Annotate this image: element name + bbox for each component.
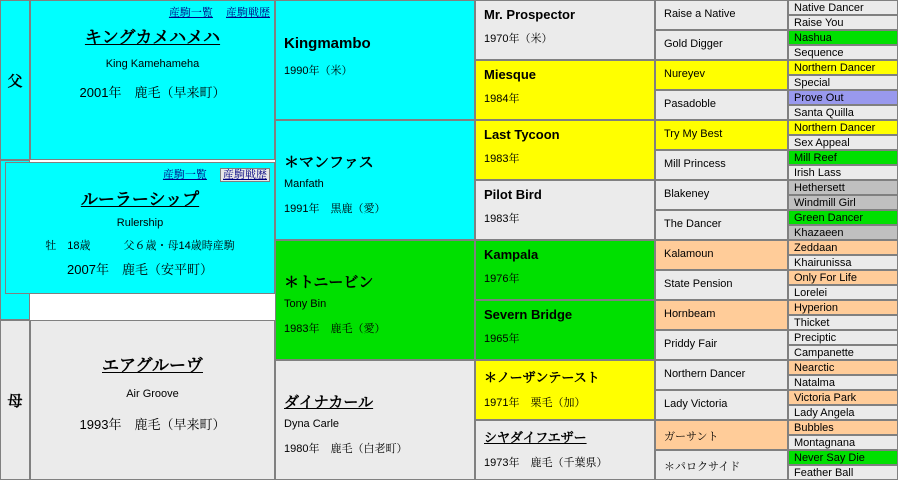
sire-cell <box>30 0 275 160</box>
gen5-cell-7 <box>788 90 898 105</box>
gen4-cell-11 <box>655 300 788 330</box>
gen5-name-32[interactable]: Feather Ball <box>794 467 854 479</box>
gen2-year-4: 1980年 鹿毛（白老町） <box>284 443 408 455</box>
gen5-cell-30 <box>788 435 898 450</box>
gen5-name-16[interactable]: Khazaeen <box>794 227 844 239</box>
gen5-cell-3 <box>788 30 898 45</box>
subject-detail: 牡 18歳 父６歳・母14歳時産駒 <box>45 240 235 252</box>
gen5-cell-8 <box>788 105 898 120</box>
gen5-name-17[interactable]: Zeddaan <box>794 242 838 254</box>
gen4-name-3[interactable]: Nureyev <box>664 68 705 80</box>
gen5-cell-19 <box>788 270 898 285</box>
sire-marker-label: 父 <box>7 72 23 90</box>
gen4-name-9[interactable]: Kalamoun <box>664 248 714 260</box>
gen2-name-4[interactable]: ダイナカール <box>284 394 374 411</box>
gen3-year-4: 1983年 <box>484 213 520 225</box>
subject-cell <box>5 162 275 294</box>
gen4-cell-10 <box>655 270 788 300</box>
gen4-name-12[interactable]: Priddy Fair <box>664 338 718 350</box>
gen3-name-5[interactable]: Kampala <box>484 247 539 262</box>
gen2-cell-2 <box>275 120 475 240</box>
gen5-cell-13 <box>788 180 898 195</box>
gen5-cell-31 <box>788 450 898 465</box>
gen3-cell-6 <box>475 300 655 360</box>
gen5-cell-29 <box>788 420 898 435</box>
gen4-cell-3 <box>655 60 788 90</box>
subject-race-record-link[interactable]: 産駒戦歴 <box>220 168 270 182</box>
gen4-name-2[interactable]: Gold Digger <box>664 38 723 50</box>
gen4-cell-4 <box>655 90 788 120</box>
gen4-cell-9 <box>655 240 788 270</box>
sire-marker <box>0 0 30 160</box>
gen2-en-3: Tony Bin <box>284 298 327 310</box>
gen4-cell-14 <box>655 390 788 420</box>
dam-marker <box>0 320 30 480</box>
gen5-cell-27 <box>788 390 898 405</box>
gen3-cell-7 <box>475 360 655 420</box>
gen3-name-3[interactable]: Last Tycoon <box>484 127 560 142</box>
gen2-en-4: Dyna Carle <box>284 418 340 430</box>
gen4-cell-6 <box>655 150 788 180</box>
gen5-name-11[interactable]: Mill Reef <box>794 152 837 164</box>
gen3-year-7: 1971年 栗毛（加） <box>484 397 586 409</box>
dam-name[interactable]: エアグルーヴ <box>102 356 203 375</box>
gen4-name-14[interactable]: Lady Victoria <box>664 398 728 410</box>
sire-foal-list-link[interactable]: 産駒一覧 <box>168 7 213 19</box>
gen5-cell-14 <box>788 195 898 210</box>
gen5-name-24[interactable]: Campanette <box>794 347 854 359</box>
gen5-cell-22 <box>788 315 898 330</box>
gen5-cell-24 <box>788 345 898 360</box>
gen5-cell-16 <box>788 225 898 240</box>
gen5-name-2[interactable]: Raise You <box>794 17 844 29</box>
gen4-cell-7 <box>655 180 788 210</box>
gen3-name-2[interactable]: Miesque <box>484 67 537 82</box>
gen5-name-10[interactable]: Sex Appeal <box>794 137 850 149</box>
gen5-cell-9 <box>788 120 898 135</box>
gen4-name-15[interactable]: ガーサント <box>664 431 719 443</box>
gen2-year-1: 1990年（米） <box>284 65 353 77</box>
gen4-cell-13 <box>655 360 788 390</box>
gen4-cell-16 <box>655 450 788 480</box>
gen3-year-8: 1973年 鹿毛（千葉県） <box>484 457 608 469</box>
gen5-cell-17 <box>788 240 898 255</box>
gen5-cell-23 <box>788 330 898 345</box>
gen3-name-4[interactable]: Pilot Bird <box>484 187 542 202</box>
gen3-cell-8 <box>475 420 655 480</box>
gen4-name-1[interactable]: Raise a Native <box>664 8 736 20</box>
subject-name[interactable]: ルーラーシップ <box>80 190 200 209</box>
sire-name[interactable]: キングカメハメハ <box>84 28 221 47</box>
subject-birth: 2007年 鹿毛（安平町） <box>67 262 213 277</box>
gen2-cell-3 <box>275 240 475 360</box>
sire-race-record-link[interactable]: 産駒戦歴 <box>226 7 270 19</box>
gen4-name-10[interactable]: State Pension <box>664 278 733 290</box>
dam-birth: 1993年 鹿毛（早来町） <box>79 417 226 432</box>
gen5-cell-21 <box>788 300 898 315</box>
gen4-cell-1 <box>655 0 788 30</box>
gen3-cell-5 <box>475 240 655 300</box>
gen5-cell-12 <box>788 165 898 180</box>
gen4-name-11[interactable]: Hornbeam <box>664 308 716 320</box>
gen5-name-9[interactable]: Northern Dancer <box>794 122 876 134</box>
gen2-cell-4 <box>275 360 475 480</box>
gen4-name-5[interactable]: Try My Best <box>664 128 723 140</box>
gen3-year-2: 1984年 <box>484 93 520 105</box>
gen5-name-26[interactable]: Natalma <box>794 377 835 389</box>
gen2-year-3: 1983年 鹿毛（愛） <box>284 323 386 335</box>
dam-cell <box>30 320 275 480</box>
sire-links <box>159 4 270 20</box>
gen4-name-7[interactable]: Blakeney <box>664 188 710 200</box>
gen3-cell-1 <box>475 0 655 60</box>
gen2-en-2: Manfath <box>284 178 324 190</box>
gen5-name-20[interactable]: Lorelei <box>794 287 828 299</box>
gen3-name-8[interactable]: シヤダイフエザー <box>484 430 587 445</box>
gen4-name-16[interactable]: ＊パロクサイド <box>664 461 741 473</box>
gen5-name-29[interactable]: Bubbles <box>794 422 834 434</box>
gen3-cell-4 <box>475 180 655 240</box>
gen5-name-31[interactable]: Never Say Die <box>794 452 865 464</box>
gen4-cell-5 <box>655 120 788 150</box>
subject-foal-list-link[interactable]: 産駒一覧 <box>162 169 207 181</box>
gen4-name-4[interactable]: Pasadoble <box>664 98 716 110</box>
gen5-name-6[interactable]: Special <box>794 77 831 89</box>
gen2-name-1[interactable]: Kingmambo <box>284 35 371 52</box>
gen5-cell-32 <box>788 465 898 480</box>
gen5-cell-15 <box>788 210 898 225</box>
gen5-name-12[interactable]: Irish Lass <box>794 167 842 179</box>
gen5-name-19[interactable]: Only For Life <box>794 272 857 284</box>
gen4-name-6[interactable]: Mill Princess <box>664 158 726 170</box>
gen5-cell-26 <box>788 375 898 390</box>
gen5-cell-5 <box>788 60 898 75</box>
dam-name-en: Air Groove <box>126 388 179 400</box>
subject-links <box>153 166 270 182</box>
gen3-year-6: 1965年 <box>484 333 520 345</box>
gen4-cell-2 <box>655 30 788 60</box>
dam-marker-label: 母 <box>7 392 23 410</box>
gen5-name-13[interactable]: Hethersett <box>794 182 845 194</box>
gen5-cell-6 <box>788 75 898 90</box>
gen5-name-30[interactable]: Montagnana <box>794 437 856 449</box>
gen5-name-14[interactable]: Windmill Girl <box>794 197 856 209</box>
gen5-name-8[interactable]: Santa Quilla <box>794 107 854 119</box>
gen5-name-7[interactable]: Prove Out <box>794 92 844 104</box>
gen5-cell-28 <box>788 405 898 420</box>
gen3-year-5: 1976年 <box>484 273 520 285</box>
gen5-cell-20 <box>788 285 898 300</box>
gen2-cell-1 <box>275 0 475 120</box>
sire-name-en: King Kamehameha <box>105 58 200 70</box>
sire-birth: 2001年 鹿毛（早来町） <box>79 85 226 100</box>
gen4-cell-12 <box>655 330 788 360</box>
gen5-name-3[interactable]: Nashua <box>794 32 832 44</box>
gen5-name-21[interactable]: Hyperion <box>794 302 839 314</box>
gen5-name-4[interactable]: Sequence <box>794 47 844 59</box>
gen3-name-6[interactable]: Severn Bridge <box>484 307 573 322</box>
gen4-name-8[interactable]: The Dancer <box>664 218 722 230</box>
gen5-cell-18 <box>788 255 898 270</box>
gen3-name-1[interactable]: Mr. Prospector <box>484 7 576 22</box>
gen5-name-18[interactable]: Khairunissa <box>794 257 852 269</box>
gen4-cell-15 <box>655 420 788 450</box>
gen5-cell-10 <box>788 135 898 150</box>
gen5-cell-4 <box>788 45 898 60</box>
gen2-name-3[interactable]: ＊トニービン <box>284 274 374 291</box>
gen3-cell-3 <box>475 120 655 180</box>
gen5-cell-1 <box>788 0 898 15</box>
gen2-name-2[interactable]: ＊マンファス <box>284 154 374 171</box>
gen3-name-7[interactable]: ＊ノーザンテースト <box>484 370 600 385</box>
gen5-name-23[interactable]: Preciptic <box>794 332 837 344</box>
gen3-year-3: 1983年 <box>484 153 520 165</box>
gen5-cell-2 <box>788 15 898 30</box>
subject-name-en: Rulership <box>116 217 164 229</box>
gen4-cell-8 <box>655 210 788 240</box>
gen5-name-22[interactable]: Thicket <box>794 317 830 329</box>
gen5-cell-25 <box>788 360 898 375</box>
gen3-cell-2 <box>475 60 655 120</box>
gen5-cell-11 <box>788 150 898 165</box>
gen2-year-2: 1991年 黒鹿（愛） <box>284 203 386 215</box>
gen5-name-27[interactable]: Victoria Park <box>794 392 857 404</box>
gen5-name-5[interactable]: Northern Dancer <box>794 62 876 74</box>
gen5-name-15[interactable]: Green Dancer <box>794 212 864 224</box>
gen3-year-1: 1970年（米） <box>484 33 553 45</box>
gen5-name-1[interactable]: Native Dancer <box>794 2 864 14</box>
gen5-name-25[interactable]: Nearctic <box>794 362 835 374</box>
gen5-name-28[interactable]: Lady Angela <box>794 407 855 419</box>
gen4-name-13[interactable]: Northern Dancer <box>664 368 746 380</box>
